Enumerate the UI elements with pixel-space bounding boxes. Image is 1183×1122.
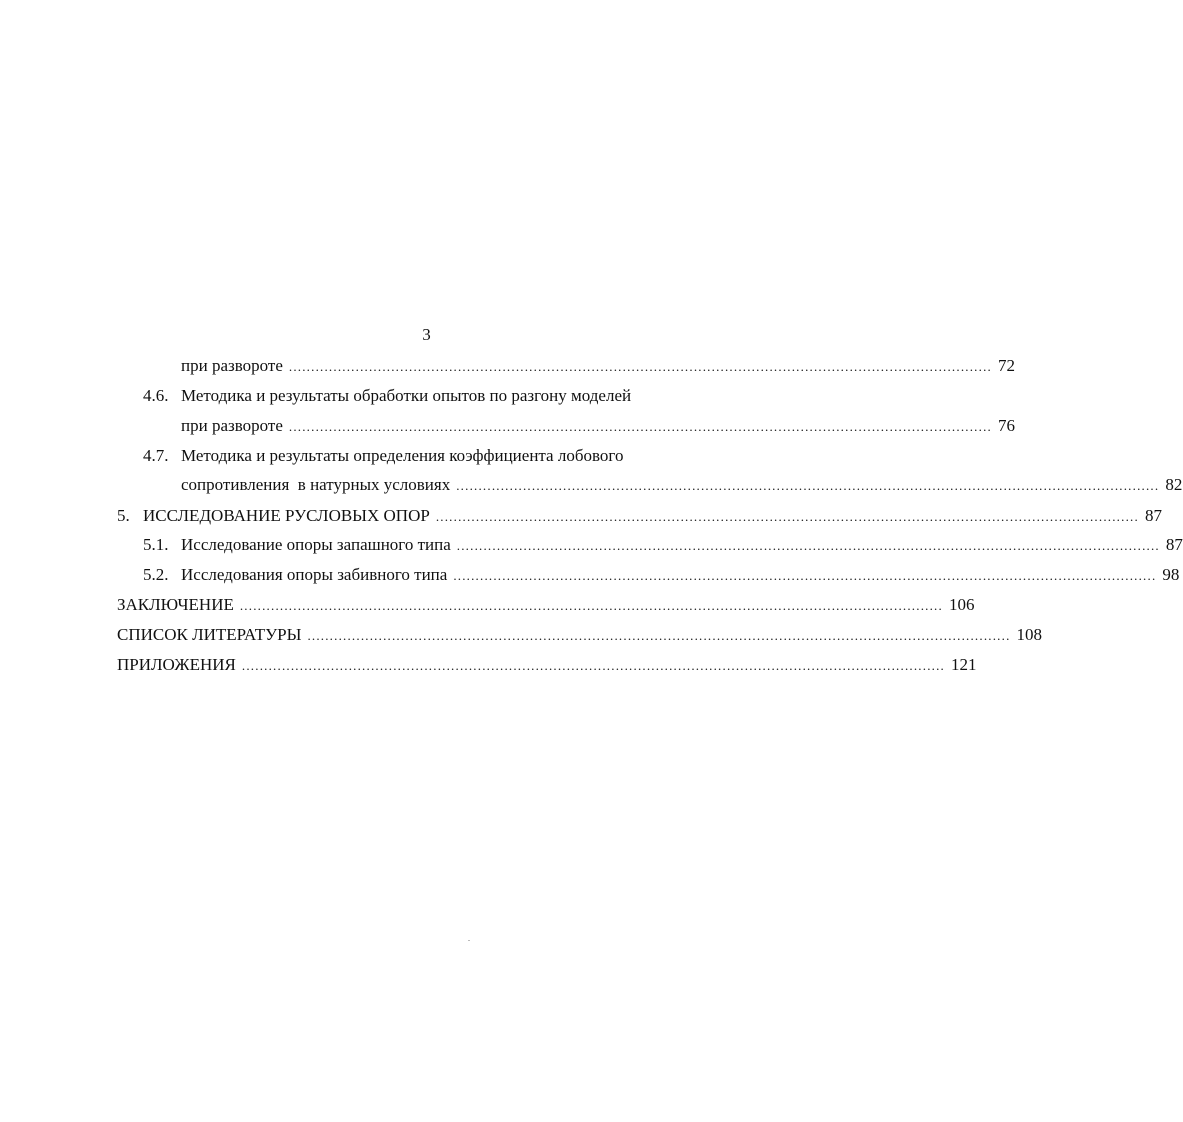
scan-speck bbox=[468, 940, 470, 941]
toc-entry-page: 98 bbox=[1162, 565, 1180, 584]
toc-leader-dots: .............................................................................................................................................................. bbox=[453, 568, 1157, 583]
toc-entry-title: сопротивления в натурных условиях bbox=[181, 475, 451, 494]
toc-entry-title: при развороте bbox=[181, 356, 283, 375]
toc-entry-page: 87 bbox=[1165, 535, 1183, 554]
toc-entry-page: 76 bbox=[997, 416, 1015, 435]
toc-entry-appendices bbox=[0, 654, 977, 676]
toc-entry-title: ИССЛЕДОВАНИЕ РУСЛОВЫХ ОПОР bbox=[143, 506, 430, 525]
toc-entry-title-line: Методика и результаты определения коэффициента лобового bbox=[181, 446, 624, 465]
toc-entry-number: 4.6. bbox=[143, 386, 169, 405]
toc-entry-references bbox=[0, 624, 1043, 646]
toc-entry-title: Исследование опоры запашного типа bbox=[181, 535, 451, 554]
toc-entry-4-7 bbox=[0, 474, 1183, 496]
toc-entry-page: 87 bbox=[1144, 506, 1162, 525]
toc-entry-page: 72 bbox=[997, 356, 1015, 375]
toc-leader-dots: .............................................................................................................................................................. bbox=[239, 598, 943, 613]
toc-entry-page: 121 bbox=[951, 655, 977, 674]
toc-entry-number: 5.2. bbox=[143, 565, 169, 584]
toc-entry-5 bbox=[0, 505, 1162, 527]
page-number: 3 bbox=[422, 325, 431, 344]
toc-leader-dots: .............................................................................................................................................................. bbox=[456, 478, 1160, 493]
toc-entry-continuation bbox=[0, 355, 1015, 377]
toc-entry-number: 4.7. bbox=[143, 446, 169, 465]
toc-leader-dots: .............................................................................................................................................................. bbox=[307, 628, 1011, 643]
toc-entry-page: 82 bbox=[1165, 475, 1183, 494]
toc-leader-dots: .............................................................................................................................................................. bbox=[288, 419, 992, 434]
toc-entry-title-line: Методика и результаты обработки опытов по разгону моделей bbox=[181, 386, 632, 405]
toc-leader-dots: .............................................................................................................................................................. bbox=[456, 538, 1160, 553]
toc-entry-title: ЗАКЛЮЧЕНИЕ bbox=[117, 595, 234, 614]
toc-entry-number: 5. bbox=[117, 506, 130, 525]
toc-leader-dots: .............................................................................................................................................................. bbox=[241, 658, 946, 673]
toc-entry-5-1 bbox=[0, 534, 1183, 556]
toc-entry-title: СПИСОК ЛИТЕРАТУРЫ bbox=[117, 625, 302, 644]
toc-entry-conclusion bbox=[0, 594, 975, 616]
toc-entry-5-2 bbox=[0, 564, 1180, 586]
toc-entry-page: 106 bbox=[948, 595, 975, 614]
toc-entry-number: 5.1. bbox=[143, 535, 169, 554]
toc-leader-dots: .............................................................................................................................................................. bbox=[435, 509, 1139, 524]
toc-entry-title: Исследования опоры забивного типа bbox=[181, 565, 448, 584]
toc-entry-4-6 bbox=[0, 415, 1015, 437]
toc-entry-title: ПРИЛОЖЕНИЯ bbox=[117, 655, 236, 674]
toc-entry-title: при развороте bbox=[181, 416, 283, 435]
toc-leader-dots: .............................................................................................................................................................. bbox=[288, 359, 992, 374]
toc-entry-page: 108 bbox=[1016, 625, 1043, 644]
